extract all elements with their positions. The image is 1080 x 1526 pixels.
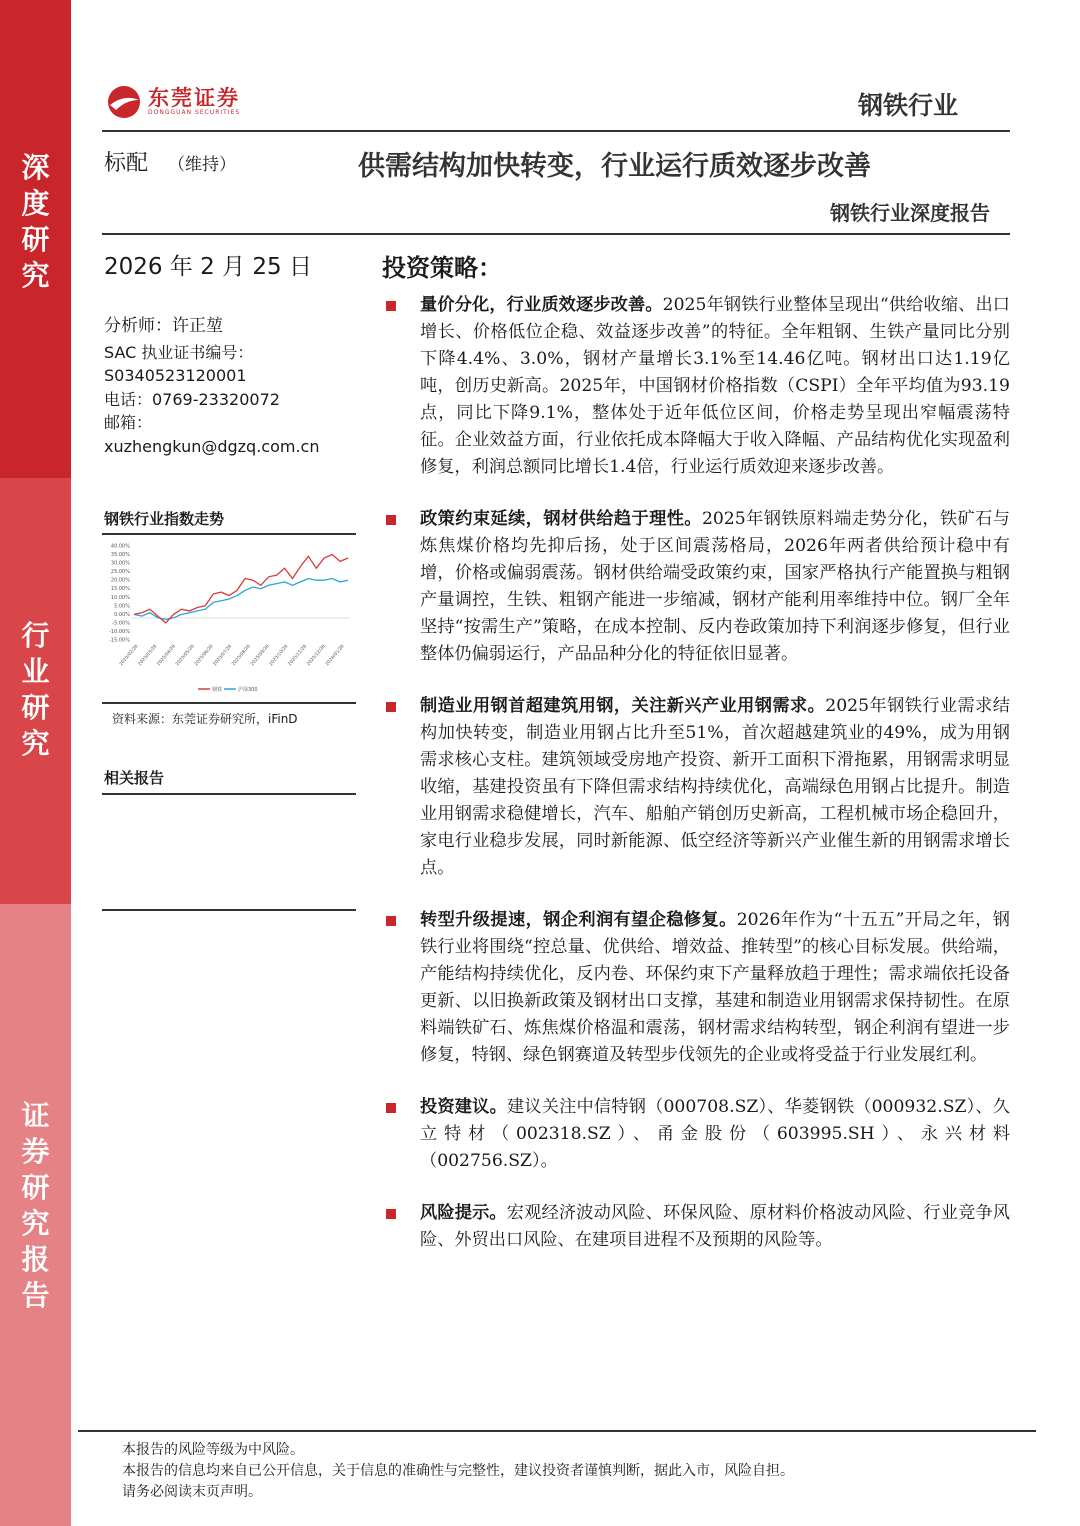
legend-steel: 钢铁 xyxy=(212,687,223,693)
report-subtitle: 钢铁行业深度报告 xyxy=(830,201,990,225)
logo-mark-icon xyxy=(106,84,142,120)
sidebar-segment-deep-research xyxy=(0,0,71,478)
industry-label: 钢铁行业 xyxy=(857,91,958,120)
sidebar-label: 行业研究 xyxy=(21,619,50,760)
report-title: 供需结构加快转变，行业运行质效逐步改善 xyxy=(358,151,871,182)
rating-note: （维持） xyxy=(168,155,237,175)
related-bottom-divider xyxy=(102,909,356,911)
x-tick-label: 2025/05/26 xyxy=(175,644,196,668)
strategy-bullet xyxy=(382,1094,1010,1175)
chart-bottom-divider xyxy=(102,702,356,704)
bullet-body: 2026年作为“十五五”开局之年，钢铁行业将围绕“控总量、优供给、增效益、推转型”的核心目标发展。供给端，产能结构持续优化，反内卷、环保约束下产量释放趋于理性；需求端依托设备更新、以旧换新政策及钢材出口支撑，基建和制造业用钢需求保持韧性。在原料端铁矿石、炼焦煤价格温和震荡，钢材需求结构转型，钢企利润有望进一步修复，特钢、绿色钢赛道及转型步伐领先的企业或将受益于行业发展红利。 xyxy=(420,910,1010,1065)
y-tick-label: 5.00% xyxy=(114,603,130,610)
strategy-heading: 投资策略： xyxy=(382,254,502,282)
bullet-square-icon xyxy=(386,702,396,712)
rating-value: 标配 xyxy=(104,151,149,176)
y-tick-label: 0.00% xyxy=(114,611,130,618)
footer-read-notice: 请务必阅读末页声明。 xyxy=(122,1484,262,1500)
sac-label: SAC 执业证书编号： xyxy=(104,342,254,362)
analyst-phone: 电话：0769-23320072 xyxy=(104,389,280,409)
analyst-name: 分析师：许正堃 xyxy=(104,316,223,336)
sidebar xyxy=(0,0,71,1526)
logo-name: 东莞证券 xyxy=(148,86,240,110)
bullet-body: 2025年钢铁原料端走势分化，铁矿石与炼焦煤价格均先抑后扬，处于区间震荡格局，2026年两者供给预计稳中有增，价格或偏弱震荡。钢材供给端受政策约束，国家严格执行产能置换与粗钢产量调控，生铁、粗钢产能进一步缩减，钢材产能利用率维持中位。钢厂全年坚持“按需生产”策略，在成本控制、反内卷政策加持下利润逐步修复，但行业整体仍偏弱运行，产品品种分化的特征依旧显著。 xyxy=(420,509,1010,664)
title-divider xyxy=(102,233,1010,235)
strategy-bullet xyxy=(382,1200,1010,1254)
x-tick-label: 2025/11/26 xyxy=(287,644,309,668)
bullet-body: 建议关注中信特钢（000708.SZ）、华菱钢铁（000932.SZ）、久立特材（002318.SZ）、甬金股份（603995.SH）、永兴材料（002756.SZ）。 xyxy=(420,1097,1010,1171)
y-tick-label: -5.00% xyxy=(112,620,130,627)
x-tick-label: 2025/10/26 xyxy=(268,644,290,668)
y-tick-label: -15.00% xyxy=(109,637,130,644)
x-tick-label: 2025/02/26 xyxy=(119,644,140,668)
chart-top-divider xyxy=(102,533,356,535)
x-tick-label: 2026/01/26 xyxy=(325,644,346,668)
email-label: 邮箱： xyxy=(104,413,153,432)
index-chart xyxy=(102,538,356,698)
x-tick-label: 2025/03/26 xyxy=(137,644,159,668)
company-logo xyxy=(106,84,240,120)
strategy-bullets xyxy=(382,292,1010,1279)
y-tick-label: 35.00% xyxy=(110,552,130,559)
bullet-square-icon xyxy=(386,916,396,926)
bullet-title: 转型升级提速，钢企利润有望企稳修复。 xyxy=(420,910,737,930)
bullet-title: 风险提示。 xyxy=(420,1203,507,1223)
y-tick-label: -10.00% xyxy=(109,628,130,635)
y-tick-label: 30.00% xyxy=(110,560,130,567)
analyst-email[interactable]: xuzhengkun@dgzq.com.cn xyxy=(104,436,320,456)
bullet-body: 2025年钢铁行业整体呈现出“供给收缩、出口增长、价格低位企稳、效益逐步改善”的特征。全年粗钢、生铁产量同比分别下降4.4%、3.0%，钢材产量增长3.1%至14.46亿吨。钢材出口达1.19亿吨，创历史新高。2025年，中国钢材价格指数（CSPI）全年平均值为93.19点，同比下降9.1%，整体处于近年低位区间，价格走势呈现出窄幅震荡特征。企业效益方面，行业依托成本降幅大于收入降幅、产品结构优化实现盈利修复，利润总额同比增长1.4倍，行业运行质效迎来逐步改善。 xyxy=(420,295,1010,477)
y-tick-label: 20.00% xyxy=(110,577,130,584)
sidebar-label: 证券研究报告 xyxy=(21,1099,50,1312)
x-tick-label: 2025/07/26 xyxy=(212,644,234,668)
related-reports-title: 相关报告 xyxy=(104,769,165,787)
chart-source: 资料来源：东莞证券研究所，iFinD xyxy=(112,712,298,726)
related-top-divider xyxy=(102,793,356,795)
y-tick-label: 25.00% xyxy=(110,569,130,576)
sidebar-label: 深度研究 xyxy=(21,151,50,292)
footer-risk-level: 本报告的风险等级为中风险。 xyxy=(122,1442,304,1458)
bullet-square-icon xyxy=(386,515,396,525)
bullet-square-icon xyxy=(386,301,396,311)
sidebar-segment-securities-report xyxy=(0,904,71,1526)
bullet-title: 投资建议。 xyxy=(420,1097,507,1117)
strategy-bullet xyxy=(382,506,1010,668)
footer-disclaimer xyxy=(122,1440,794,1503)
y-tick-label: 10.00% xyxy=(110,594,130,601)
chart-title: 钢铁行业指数走势 xyxy=(104,510,225,528)
strategy-bullet xyxy=(382,693,1010,882)
bullet-title: 量价分化，行业质效逐步改善。 xyxy=(420,295,663,315)
bullet-square-icon xyxy=(386,1209,396,1219)
series-line-steel xyxy=(134,555,348,623)
x-tick-label: 2025/09/26 xyxy=(250,644,271,668)
legend-csi300: 沪深300 xyxy=(238,687,258,693)
x-tick-label: 2025/04/26 xyxy=(156,644,177,668)
header-divider xyxy=(102,130,1010,132)
footer-info-notice: 本报告的信息均来自已公开信息，关于信息的准确性与完整性，建议投资者谨慎判断，据此入市，风险自担。 xyxy=(122,1463,794,1479)
y-tick-label: 15.00% xyxy=(110,586,130,593)
bullet-title: 制造业用钢首超建筑用钢，关注新兴产业用钢需求。 xyxy=(420,696,826,716)
bullet-body: 宏观经济波动风险、环保风险、原材料价格波动风险、行业竞争风险、外贸出口风险、在建项目进程不及预期的风险等。 xyxy=(420,1203,1010,1250)
rating xyxy=(104,146,236,177)
bullet-square-icon xyxy=(386,1103,396,1113)
x-tick-label: 2025/08/26 xyxy=(231,644,252,668)
report-date: 2026 年 2 月 25 日 xyxy=(104,254,312,280)
x-tick-label: 2025/06/26 xyxy=(193,644,215,668)
sidebar-segment-industry-research xyxy=(0,478,71,904)
strategy-bullet xyxy=(382,907,1010,1069)
bullet-title: 政策约束延续，钢材供给趋于理性。 xyxy=(420,509,702,529)
logo-english-name: DONGGUAN SECURITIES xyxy=(148,109,241,116)
x-tick-label: 2025/12/26 xyxy=(306,644,327,668)
sac-number: S0340523120001 xyxy=(104,366,247,385)
strategy-bullet xyxy=(382,292,1010,481)
y-tick-label: 40.00% xyxy=(110,543,130,550)
footer-divider xyxy=(78,1430,1036,1432)
bullet-body: 2025年钢铁行业需求结构加快转变，制造业用钢占比升至51%，首次超越建筑业的49%，成为用钢需求核心支柱。建筑领域受房地产投资、新开工面积下滑拖累，用钢需求明显收缩，基建投资虽有下降但需求结构持续优化，高端绿色用钢占比提升。制造业用钢需求稳健增长，汽车、船舶产销创历史新高，工程机械市场企稳回升，家电行业稳步发展，同时新能源、低空经济等新兴产业催生新的用钢需求增长点。 xyxy=(420,696,1010,878)
analyst-info xyxy=(104,315,320,458)
